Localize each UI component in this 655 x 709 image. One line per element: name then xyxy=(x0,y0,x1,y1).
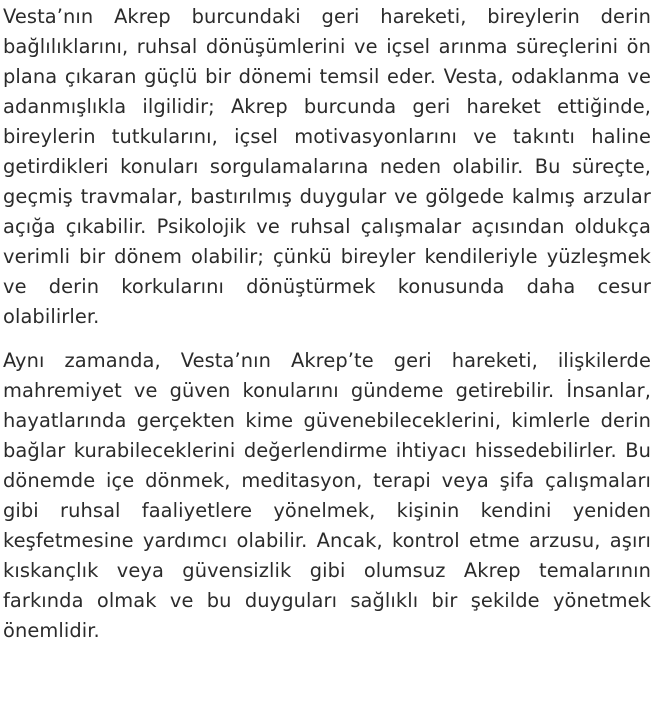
paragraph-1-text: , bireylerin derin bağlılıklarını, ruhsal dönüşümlerini ve içsel arınma süreçlerini ön plana çıkaran güçlü bir dönemi temsil eder. Vesta, odaklanma ve adanmışlıkla ilgilidir; Akrep burcunda geri hareket ettiğinde, bireylerin tutkularını, içsel motivasyonlarını ve takıntı haline getirdikleri konuları sorgulamalarına neden olabilir. Bu süreçte, geçmiş travmalar, bastırılmış duygular ve gölgede kalmış arzular açığa çıkabilir. Psikolojik ve ruhsal çalışmalar açısından oldukça verimli bir dönem olabilir; çünkü bireyler kendileriyle yüzleşmek ve derin korkularını dönüştürmek konusunda daha cesur olabilirler. xyxy=(3,5,651,328)
paragraph-1 xyxy=(3,2,651,332)
paragraph-2: Aynı zamanda, Vesta’nın Akrep’te geri hareketi, ilişkilerde mahremiyet ve güven konularını gündeme getirebilir. İnsanlar, hayatlarında gerçekten kime güvenebileceklerini, kimlerle derin bağlar kurabileceklerini değerlendirme ihtiyacı hissedebilirler. Bu dönemde içe dönmek, meditasyon, terapi veya şifa çalışmaları gibi ruhsal faaliyetlere yönelmek, kişinin kendini yeniden keşfetmesine yardımcı olabilir. Ancak, kontrol etme arzusu, aşırı kıskançlık veya güvensizlik gibi olumsuz Akrep temalarının farkında olmak ve bu duyguları sağlıklı bir şekilde yönetmek önemlidir. xyxy=(3,349,651,642)
highlighted-link[interactable]: Vesta’nın Akrep burcundaki geri hareketi xyxy=(3,5,461,28)
article-body xyxy=(3,2,651,646)
